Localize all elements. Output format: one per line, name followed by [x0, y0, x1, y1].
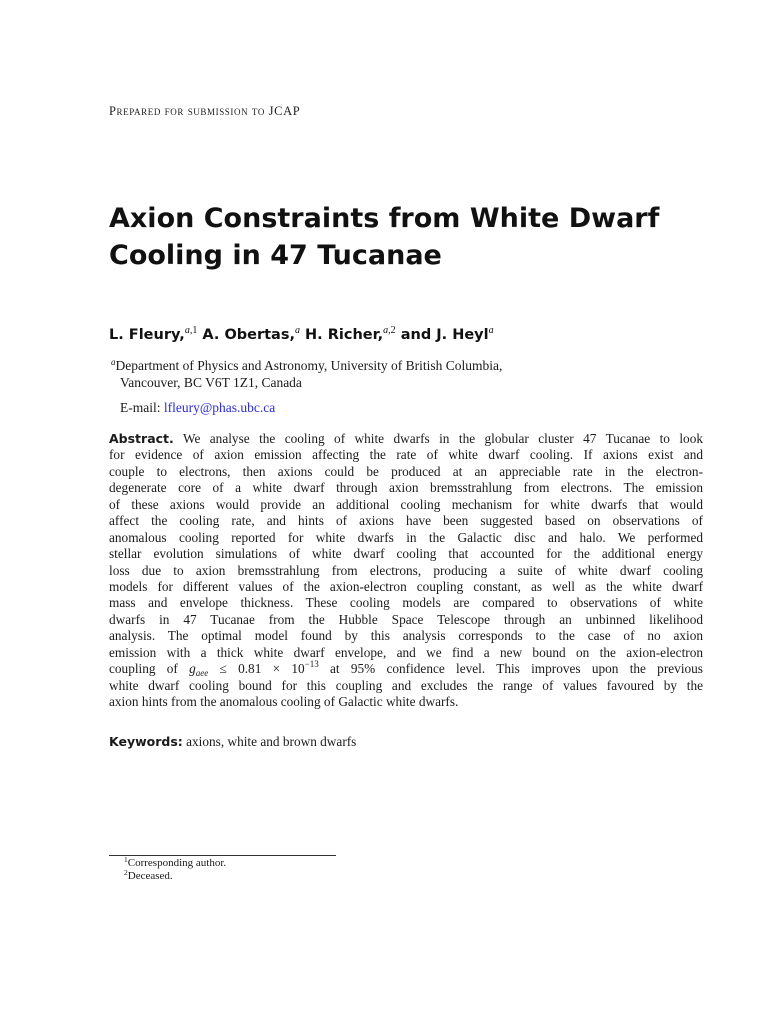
- coupling-symbol: [189, 661, 209, 679]
- abstract-line: analysis. The optimal model found by this analysis corresponds to the case of no axion: [109, 628, 703, 644]
- abstract-line: dwarfs in 47 Tucanae from the Hubble Space Telescope through an unbinned likelihood: [109, 611, 703, 627]
- affiliation-line-2: Vancouver, BC V6T 1Z1, Canada: [120, 375, 302, 390]
- submission-note: Prepared for submission to JCAP: [109, 104, 301, 118]
- coupling-g: g: [189, 661, 196, 677]
- email-link[interactable]: lfleury@phas.ubc.ca: [163, 400, 276, 415]
- email-line: [120, 400, 275, 416]
- abstract-line: white dwarf cooling bound for this coupling and excludes the range of values favoured by the: [109, 677, 703, 693]
- keywords-label: Keywords:: [109, 734, 183, 749]
- author-footnote-mark: ,2: [388, 325, 396, 336]
- footnote-2: [124, 870, 226, 883]
- abstract-line: models for different values of the axion-electron coupling constant, as well as the white dwarf: [109, 578, 703, 594]
- abstract-line: affect the cooling rate, and hints of axions have been suggested based on observations of: [109, 513, 703, 529]
- abstract-line: mass and envelope thickness. These cooling models are compared to observations of white: [109, 595, 703, 611]
- author-footnote-mark: ,1: [189, 325, 198, 336]
- abstract-text: We analyse the cooling of white dwarfs in the globular cluster 47 Tucanae to look: [182, 431, 703, 446]
- footnote-mark: 1: [124, 855, 128, 864]
- title-line-1: Axion Constraints from White Dwarf: [109, 203, 660, 234]
- keywords: [109, 734, 356, 750]
- author-affil-mark: a: [383, 325, 389, 336]
- affiliation: [111, 357, 502, 391]
- abstract-line: degenerate core of a white dwarf through axion bremsstrahlung from electrons. The emission: [109, 480, 703, 496]
- abstract-line: couple to electrons, then axions could be produced at an appreciable rate in the electron-: [109, 463, 703, 479]
- paper-title: [109, 200, 689, 274]
- title-line-2: Cooling in 47 Tucanae: [109, 240, 442, 271]
- author-affil-mark: a: [488, 325, 494, 336]
- keywords-text: axions, white and brown dwarfs: [186, 734, 357, 749]
- footnote-text: Corresponding author.: [127, 857, 227, 869]
- abstract-line: stellar evolution simulations of white dwarf cooling that accounted for the additional energy: [109, 546, 703, 562]
- coupling-subscript: aee: [195, 668, 209, 679]
- abstract-line: for evidence of axion emission affecting the rate of white dwarf cooling. If axions exist and: [109, 447, 703, 463]
- footnote-divider: [109, 855, 336, 856]
- author-affil-mark: a: [184, 325, 190, 336]
- abstract-math-line: [109, 661, 703, 677]
- coupling-exponent: −13: [304, 659, 319, 670]
- author-affil-mark: a: [294, 325, 300, 336]
- footnotes: [124, 857, 226, 883]
- footnote-mark: 2: [124, 868, 128, 877]
- footnote-text: Deceased.: [127, 870, 173, 882]
- affiliation-line-1: Department of Physics and Astronomy, University of British Columbia,: [115, 358, 503, 373]
- abstract-line: [109, 431, 703, 447]
- abstract-line: emission with a thick white dwarf envelope, and we find a new bound on the axion-electron: [109, 644, 703, 660]
- author-list: [109, 327, 494, 343]
- abstract-label: Abstract.: [109, 431, 174, 446]
- abstract-line: axion hints from the anomalous cooling of Galactic white dwarfs.: [109, 694, 459, 709]
- math-line-before: coupling of: [109, 661, 190, 677]
- coupling-relation: ≤ 0.81 × 10: [208, 661, 305, 677]
- author-name: and J. Heyl: [400, 327, 489, 343]
- affiliation-marker: a: [111, 357, 116, 367]
- footnote-1: [124, 857, 226, 870]
- abstract-line: loss due to axion bremsstrahlung from electrons, producing a suite of white dwarf cooling: [109, 562, 703, 578]
- author-name: A. Obertas,: [202, 327, 295, 343]
- abstract-line: of these axions would provide an additional cooling mechanism for white dwarfs that would: [109, 496, 703, 512]
- abstract-line: anomalous cooling reported for white dwarfs in the Galactic disc and halo. We performed: [109, 529, 703, 545]
- abstract: [109, 431, 703, 710]
- author-name: H. Richer,: [305, 327, 384, 343]
- email-label: E-mail:: [120, 400, 161, 415]
- math-line-after: at 95% confidence level. This improves upon the previous: [318, 661, 703, 677]
- author-name: L. Fleury,: [109, 327, 185, 343]
